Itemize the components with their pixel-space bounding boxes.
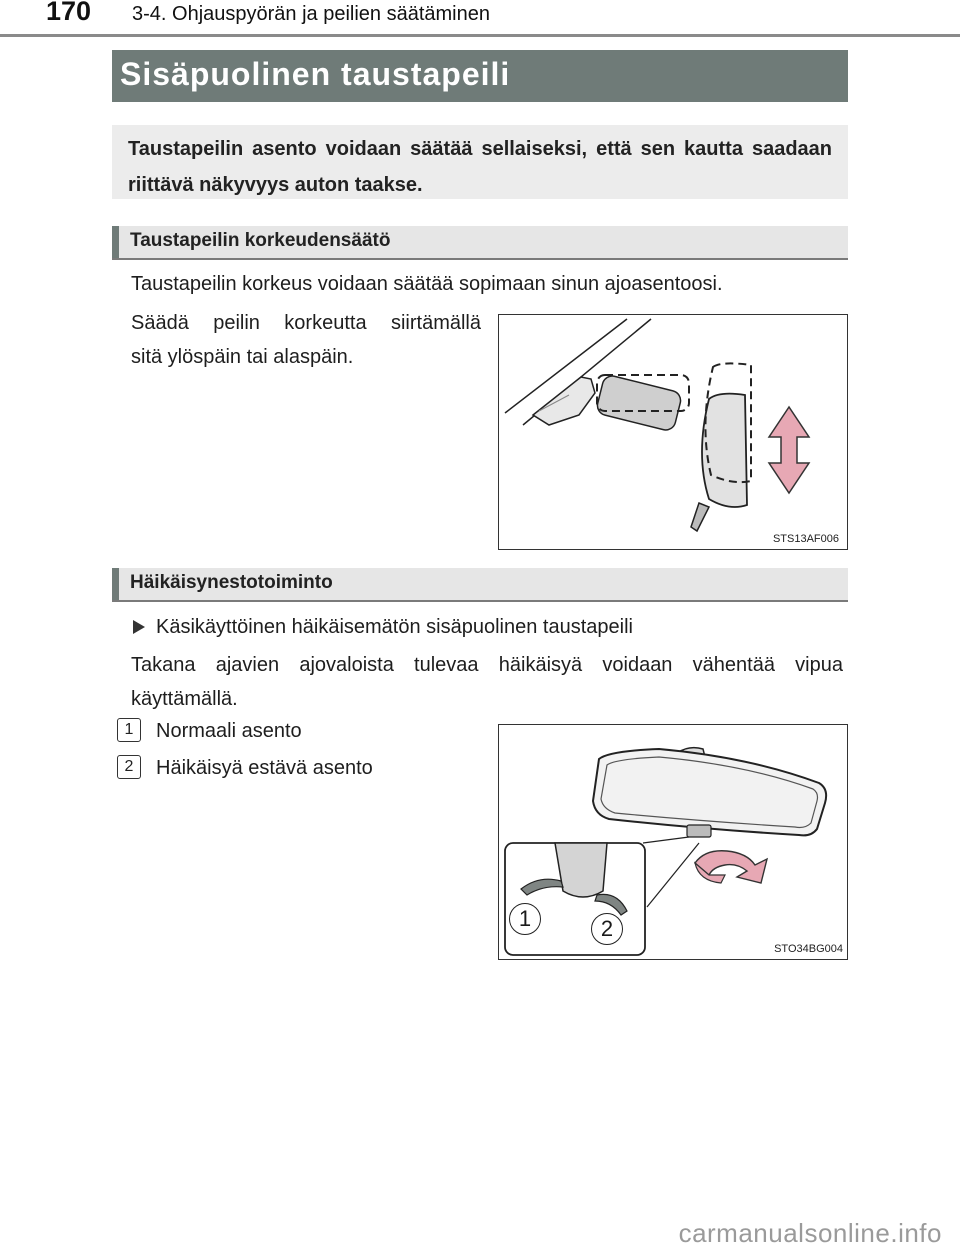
intro-box <box>112 125 848 199</box>
height-instruction-line-2: sitä ylöspäin tai alaspäin. <box>131 346 354 368</box>
section-title: Sisäpuolinen taustapeili <box>112 50 848 102</box>
item-number-2: 2 <box>117 755 141 779</box>
figure-mirror-height <box>498 314 848 550</box>
subheading-text: Häikäisynestotoiminto <box>130 572 333 593</box>
item-label-anti-glare: Häikäisyä estävä asento <box>156 757 373 779</box>
anti-glare-description: Takana ajavien ajovaloista tulevaa häikäisyä voidaan vähentää vipua käyttämällä. <box>131 654 843 710</box>
height-instruction <box>131 306 481 374</box>
height-lead-text: Taustapeilin korkeus voidaan säätää sopimaan sinun ajoasentoosi. <box>131 273 723 295</box>
height-instruction-line-1: Säädä peilin korkeutta siirtämällä <box>131 312 481 334</box>
header-divider <box>0 34 960 37</box>
subheading-text: Taustapeilin korkeudensäätö <box>130 230 391 251</box>
figure-anti-glare-mirror <box>498 724 848 960</box>
subheading-anti-glare <box>112 568 848 602</box>
figure-code-2: STO34BG004 <box>774 943 843 955</box>
item-label-normal: Normaali asento <box>156 720 302 742</box>
anti-glare-mirror-illustration <box>499 725 846 958</box>
intro-text: Taustapeilin asento voidaan säätää sellaiseksi, että sen kautta saadaan riittävä näkyvyys auton taakse. <box>128 138 832 196</box>
page-number: 170 <box>46 0 92 26</box>
callout-2: 2 <box>591 913 623 945</box>
triangle-bullet-icon <box>133 620 145 634</box>
figure-code-1: STS13AF006 <box>772 533 839 545</box>
anti-glare-bullet-text: Käsikäyttöinen häikäisemätön sisäpuolinen taustapeili <box>156 616 633 638</box>
chapter-title: 3-4. Ohjauspyörän ja peilien säätäminen <box>132 3 490 25</box>
watermark[interactable]: carmanualsonline.info <box>678 1218 942 1248</box>
mirror-height-illustration <box>499 315 846 548</box>
subheading-marker <box>112 568 119 600</box>
item-number-1: 1 <box>117 718 141 742</box>
subheading-height-adjust <box>112 226 848 260</box>
subheading-marker <box>112 226 119 258</box>
callout-1: 1 <box>509 903 541 935</box>
